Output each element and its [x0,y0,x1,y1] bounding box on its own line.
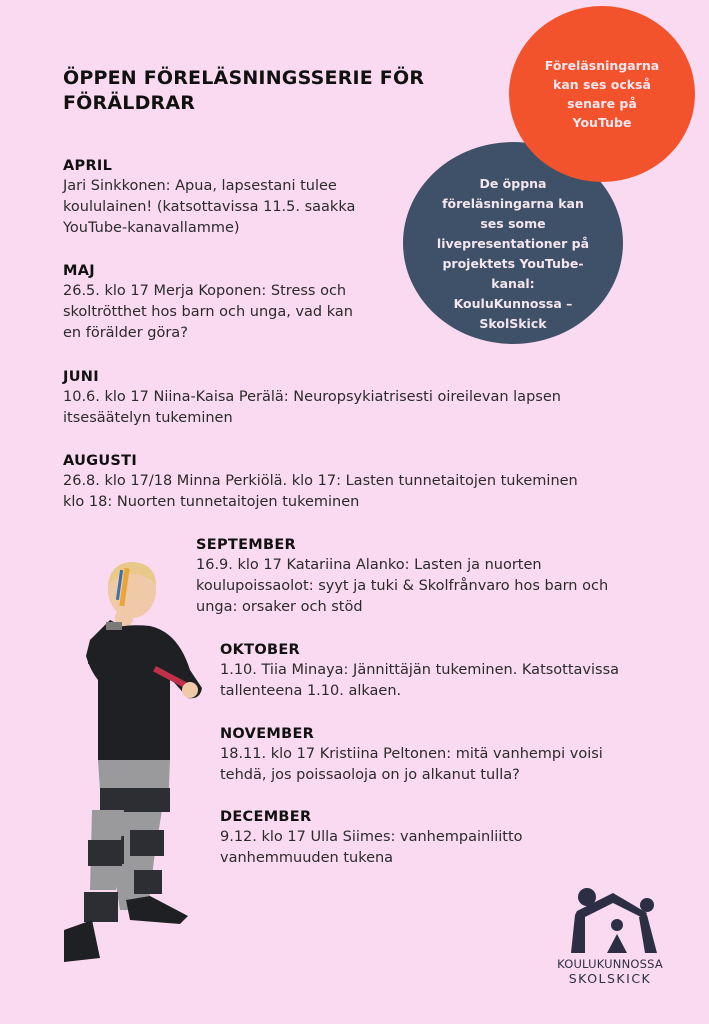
event-description: 10.6. klo 17 Niina-Kaisa Perälä: Neuropsykiatrisesti oireilevan lapsen itsesäätelyn tukeminen [63,389,561,426]
badge-line: ses some [480,216,546,231]
logo-text-finnish: KOULUKUNNOSSA [557,957,663,971]
event-description: 26.8. klo 17/18 Minna Perkiölä. klo 17: Lasten tunnetaitojen tukeminen klo 18: Nuorten tunnetaitojen tukeminen [63,473,578,510]
month-heading: APRIL [63,158,113,174]
child-photo [50,560,210,970]
logo-text-swedish: SKOLSKICK [568,971,652,986]
badge-line: kanal: [491,276,535,291]
event-description: 1.10. Tiia Minaya: Jännittäjän tukeminen. Katsottavissa tallenteena 1.10. alkaen. [220,662,620,699]
event-description: 18.11. klo 17 Kristiina Peltonen: mitä vanhempi voisi tehdä, jos poissaoloja on jo alkanut tulla? [220,746,603,783]
badge-line: SkolSkick [479,316,547,331]
month-heading: OKTOBER [220,642,301,658]
schedule-section-september [196,536,696,618]
schedule-section-augusti [63,452,673,513]
badge-line: livepresentationer på [436,236,590,251]
event-description: 26.5. klo 17 Merja Koponen: Stress och skoltrötthet hos barn och unga, vad kan en förälder göra? [63,283,353,341]
title-line-2: FÖRÄLDRAR [63,92,196,114]
month-heading: NOVEMBER [220,726,315,742]
event-description: Jari Sinkkonen: Apua, lapsestani tulee koululainen! (katsottavissa 11.5. saakka YouTube-kanavallamme) [63,178,356,236]
month-heading: SEPTEMBER [196,537,297,553]
schedule-section-april [63,157,403,239]
schedule-section-december [220,808,690,869]
badge-line: KouluKunnossa – [453,296,573,311]
event-description: 9.12. klo 17 Ulla Siimes: vanhempainliitto vanhemmuuden tukena [220,829,523,866]
youtube-later-info-badge [509,6,695,182]
month-heading: MAJ [63,263,95,279]
badge-line: YouTube [572,115,632,130]
badge-line: föreläsningarna kan [442,196,584,211]
badge-line: kan ses också [553,77,651,92]
title-line-1: ÖPPEN FÖRELÄSNINGSSERIE FÖR [63,67,425,89]
schedule-section-november [220,725,690,786]
badge-line: senare på [567,96,637,111]
month-heading: AUGUSTI [63,453,138,469]
child-illustration-icon [50,560,210,970]
event-description: 16.9. klo 17 Katariina Alanko: Lasten ja nuorten koulupoissaolot: syyt ja tuki & Skolfrånvaro hos barn och unga: orsaker och stöd [196,557,609,615]
schedule-section-maj [63,262,413,344]
badge-line: projektets YouTube- [442,256,584,271]
month-heading: JUNI [63,369,99,385]
schedule-section-juni [63,368,663,429]
koulukunnossa-logo [540,885,680,995]
month-heading: DECEMBER [220,809,312,825]
poster-title [63,66,463,116]
badge-line: Föreläsningarna [544,58,660,73]
badge-line: De öppna [479,176,547,191]
house-family-logo-icon [555,885,665,955]
schedule-section-oktober [220,641,690,702]
